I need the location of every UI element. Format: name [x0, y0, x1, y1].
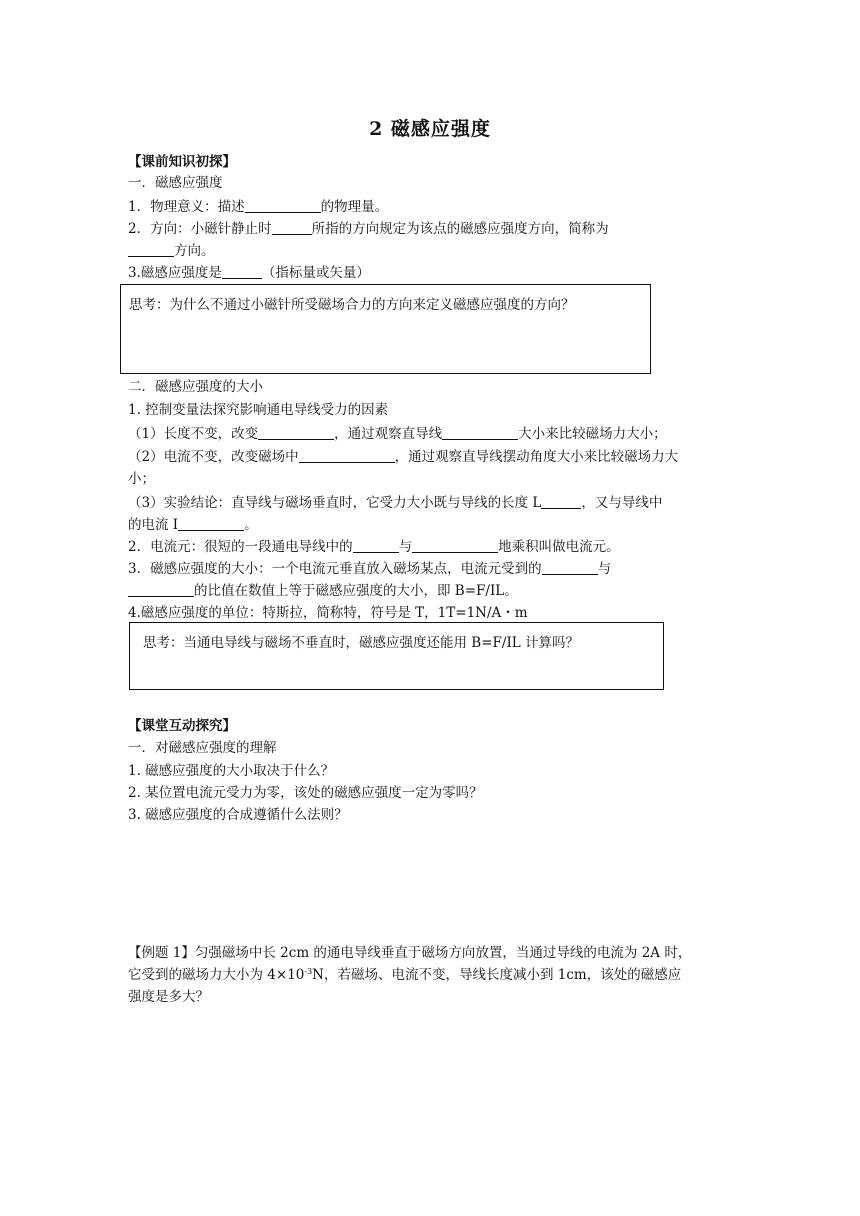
blank-line	[128, 242, 174, 257]
text-segment: （2）电流不变，改变磁场中	[128, 449, 299, 465]
text-segment: 所指的方向规定为该点的磁感应强度方向，简称为	[311, 221, 609, 237]
item-conclusion-cont	[128, 515, 258, 535]
blank-line	[245, 198, 321, 213]
item-current-element	[128, 537, 620, 557]
question-vector-scalar	[128, 263, 370, 283]
question-physical-meaning	[128, 197, 388, 217]
text-segment: （3）实验结论：直导线与磁场垂直时，它受力大小既与导线的长度 L	[128, 495, 542, 511]
example-line-3: 强度是多大？	[128, 989, 209, 1005]
example-line-1	[128, 943, 691, 963]
part-title-magnitude: 二．磁感应强度的大小	[128, 379, 263, 395]
text-segment: 的比值在数值上等于磁感应强度的大小，即 B=F/IL。	[194, 583, 518, 599]
question-direction-cont	[128, 241, 215, 261]
item-length-constant	[128, 424, 667, 444]
item-unit: 4.磁感应强度的单位：特斯拉，简称特，符号是 T，1T=1N/A・m	[128, 605, 528, 621]
blank-line	[353, 538, 399, 553]
text-segment: 地乘积叫做电流元。	[498, 539, 620, 555]
text-segment: ，又与导线中	[581, 495, 663, 511]
blank-line	[299, 448, 395, 463]
example-label: 【例题 1】	[128, 945, 195, 961]
text-segment: ，通过观察直导线摆动角度大小来比较磁场力大	[394, 449, 679, 465]
think-text-1: 思考：为什么不通过小磁针所受磁场合力的方向来定义磁感应强度的方向？	[129, 297, 575, 313]
text-segment: （指标量或矢量）	[261, 265, 370, 281]
blank-line	[128, 582, 194, 597]
blank-line	[222, 264, 262, 279]
item-current-constant	[128, 447, 678, 467]
item-current-constant-cont: 小；	[128, 471, 155, 487]
question-item-3: 3. 磁感应强度的合成遵循什么法则？	[128, 807, 348, 823]
section-heading-interactive: 【课堂互动探究】	[128, 718, 236, 734]
exponent: -3	[304, 967, 313, 976]
blank-line	[541, 494, 581, 509]
think-box-2	[129, 622, 664, 690]
blank-line	[178, 516, 244, 531]
text-segment: 3．磁感应强度的大小：一个电流元垂直放入磁场某点，电流元受到的	[128, 561, 542, 577]
text-segment: 3.磁感应强度是	[128, 265, 222, 281]
text-segment: N，若磁场、电流不变，导线长度减小到 1cm，该处的磁感应	[312, 967, 682, 983]
text-segment: 大小来比较磁场力大小；	[518, 426, 667, 442]
question-direction	[128, 219, 609, 239]
text-segment: 与	[398, 539, 413, 555]
text-segment: 2．方向：小磁针静止时	[128, 221, 272, 237]
text-segment: 它受到的磁场力大小为 4×10	[128, 967, 305, 983]
blank-line	[412, 538, 498, 553]
blank-line	[442, 425, 518, 440]
think-box-1	[120, 284, 651, 374]
question-item-2: 2. 某位置电流元受力为零，该处的磁感应强度一定为零吗？	[128, 785, 483, 801]
part-title-understanding: 一．对磁感应强度的理解	[128, 740, 277, 756]
text-segment: 的电流 I	[128, 517, 179, 533]
page-title: 2 磁感应强度	[369, 118, 491, 140]
text-segment: 2．电流元：很短的一段通电导线中的	[128, 539, 353, 555]
think-text-2: 思考：当通电导线与磁场不垂直时，磁感应强度还能用 B=F/IL 计算吗？	[143, 635, 580, 651]
text-segment: ，通过观察直导线	[334, 426, 443, 442]
text-segment: 与	[597, 561, 612, 577]
blank-line	[258, 425, 334, 440]
text-segment: 匀强磁场中长 2cm 的通电导线垂直于磁场方向放置，当通过导线的电流为 2A 时，	[194, 945, 692, 961]
example-line-2	[128, 965, 681, 985]
section-heading-preview: 【课前知识初探】	[128, 154, 236, 170]
part-title-definition: 一．磁感应强度	[128, 175, 223, 191]
item-magnitude-definition	[128, 559, 611, 579]
item-control-variables: 1. 控制变量法探究影响通电导线受力的因素	[128, 402, 389, 418]
item-conclusion	[128, 493, 662, 513]
text-segment: （1）长度不变，改变	[128, 426, 259, 442]
text-segment: 1．物理意义：描述	[128, 199, 245, 215]
text-segment: 方向。	[174, 243, 215, 259]
blank-line	[542, 560, 598, 575]
question-item-1: 1. 磁感应强度的大小取决于什么？	[128, 763, 335, 779]
text-segment: 的物理量。	[320, 199, 389, 215]
blank-line	[272, 220, 312, 235]
text-segment: 。	[244, 517, 258, 533]
item-magnitude-definition-cont	[128, 581, 518, 601]
